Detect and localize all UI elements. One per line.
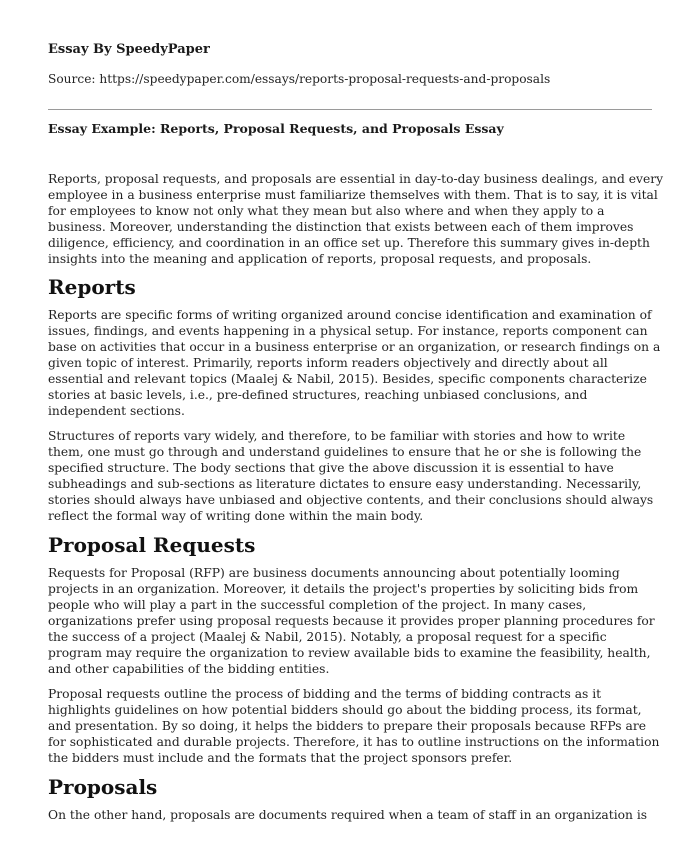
intro-paragraph: Reports, proposal requests, and proposals are essential in day-to-day business dealings, and every employee in a business enterprise must familiarize themselves with them. That is to say, it is vital for employees to know not only what they mean but also where and when they apply to a business. Moreover, understanding the distinction that exists between each of them improves diligence, efficiency, and coordination in an office set up. Therefore this summary gives in-depth insights into the meaning and application of reports, proposal requests, and proposals. (48, 172, 664, 266)
section-heading-proposal-requests: Proposal Requests (48, 533, 256, 557)
section-heading-proposals: Proposals (48, 775, 158, 799)
paragraph: On the other hand, proposals are documents required when a team of staff in an organization is (48, 808, 648, 822)
source-line: Source: https://speedypaper.com/essays/reports-proposal-requests-and-proposals (48, 72, 551, 86)
divider (48, 109, 652, 110)
paragraph: Reports are specific forms of writing organized around concise identification and examination of issues, findings, and events happening in a physical setup. For instance, reports component can base on activities that occur in a business enterprise or an organization, or research findings on a given topic of interest. Primarily, reports inform readers objectively and directly about all essential and relevant topics (Maalej & Nabil, 2015). Besides, specific components characterize stories at basic levels, i.e., pre-defined structures, reaching unbiased conclusions, and independent sections. (48, 308, 661, 418)
section-heading-reports: Reports (48, 275, 136, 299)
paragraph: Requests for Proposal (RFP) are business documents announcing about potentially looming projects in an organization. Moreover, it details the project's properties by soliciting bids from people who will play a part in the successful completion of the project. In many cases, organizations prefer using proposal requests because it provides proper planning procedures for the success of a project (Maalej & Nabil, 2015). Notably, a proposal request for a specific program may require the organization to review available bids to examine the feasibility, health, and other capabilities of the bidding entities. (48, 566, 655, 676)
essay-by-heading: Essay By SpeedyPaper (48, 42, 210, 57)
essay-title: Essay Example: Reports, Proposal Requests, and Proposals Essay (48, 121, 504, 136)
paragraph: Proposal requests outline the process of bidding and the terms of bidding contracts as it highlights guidelines on how potential bidders should go about the bidding process, its format, and presentation. By so doing, it helps the bidders to prepare their proposals because RFPs are for sophisticated and durable projects. Therefore, it has to outline instructions on the information the bidders must include and the formats that the project sponsors prefer. (48, 687, 660, 765)
paragraph: Structures of reports vary widely, and therefore, to be familiar with stories and how to write them, one must go through and understand guidelines to ensure that he or she is following the specified structure. The body sections that give the above discussion it is essential to have subheadings and sub-sections as literature dictates to ensure easy understanding. Necessarily, stories should always have unbiased and objective contents, and their conclusions should always reflect the formal way of writing done within the main body. (48, 429, 654, 523)
essay-body (48, 171, 664, 832)
